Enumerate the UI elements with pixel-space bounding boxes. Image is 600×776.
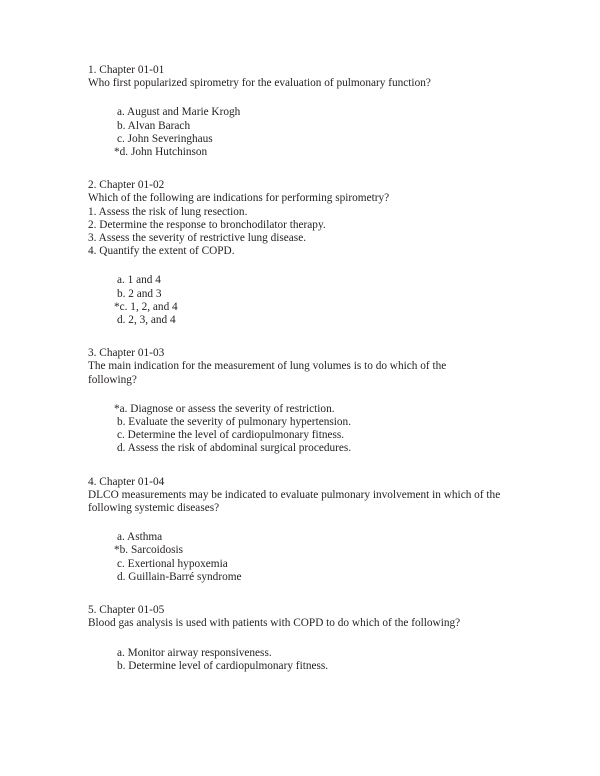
question-block-4 — [88, 476, 516, 584]
question-id: 5. Chapter 01-05 — [88, 604, 165, 617]
question-substem: 3. Assess the severity of restrictive lung disease. — [88, 232, 307, 245]
question-id: 1. Chapter 01-01 — [88, 64, 165, 76]
question-list — [88, 64, 516, 673]
answer-options — [88, 647, 516, 673]
answer-option[interactable]: a. 1 and 4 — [117, 274, 161, 287]
question-stem: Which of the following are indications for performing spirometry? — [88, 192, 390, 205]
answer-option[interactable]: b. Evaluate the severity of pulmonary hypertension. — [117, 416, 352, 429]
answer-option[interactable]: b. Determine level of cardiopulmonary fitness. — [117, 659, 329, 672]
answer-option[interactable]: c. John Severinghaus — [117, 132, 213, 145]
question-id: 4. Chapter 01-04 — [88, 475, 165, 488]
question-block-2 — [88, 179, 516, 327]
answer-option[interactable]: b. 2 and 3 — [117, 287, 162, 300]
question-stem: Blood gas analysis is used with patients with COPD to do which of the following? — [88, 617, 461, 630]
answer-option[interactable]: a. Asthma — [117, 531, 163, 544]
answer-option[interactable]: d. 2, 3, and 4 — [117, 314, 176, 327]
question-id: 2. Chapter 01-02 — [88, 179, 165, 192]
answer-options — [88, 274, 516, 327]
question-stem: The main indication for the measurement of lung volumes is to do which of the following? — [88, 360, 447, 386]
question-stem: Who first popularized spirometry for the evaluation of pulmonary function? — [88, 77, 431, 90]
question-block-3 — [88, 347, 516, 455]
question-block-5 — [88, 604, 516, 673]
question-block-1 — [88, 64, 516, 159]
answer-option[interactable]: c. Determine the level of cardiopulmonary fitness. — [117, 429, 345, 442]
answer-option-correct[interactable]: *c. 1, 2, and 4 — [114, 300, 178, 313]
answer-option[interactable]: c. Exertional hypoxemia — [117, 557, 228, 570]
question-id: 3. Chapter 01-03 — [88, 347, 165, 360]
question-substem: 2. Determine the response to bronchodilator therapy. — [88, 218, 326, 231]
answer-options — [88, 106, 516, 159]
question-stem: DLCO measurements may be indicated to evaluate pulmonary involvement in which of the following systemic diseases? — [88, 488, 501, 515]
answer-options — [88, 403, 516, 456]
question-substem: 1. Assess the risk of lung resection. — [88, 205, 248, 218]
answer-option[interactable]: a. August and Marie Krogh — [117, 106, 241, 119]
answer-option[interactable]: a. Monitor airway responsiveness. — [117, 646, 272, 659]
answer-option-correct[interactable]: *b. Sarcoidosis — [114, 544, 184, 557]
answer-option[interactable]: d. Guillain-Barré syndrome — [117, 570, 242, 583]
answer-option-correct[interactable]: *d. John Hutchinson — [114, 146, 208, 159]
answer-option[interactable]: d. Assess the risk of abdominal surgical procedures. — [117, 442, 352, 455]
answer-option-correct[interactable]: *a. Diagnose or assess the severity of restriction. — [114, 402, 335, 415]
answer-option[interactable]: b. Alvan Barach — [117, 119, 191, 132]
answer-options — [88, 531, 516, 584]
question-substem: 4. Quantify the extent of COPD. — [88, 245, 235, 258]
